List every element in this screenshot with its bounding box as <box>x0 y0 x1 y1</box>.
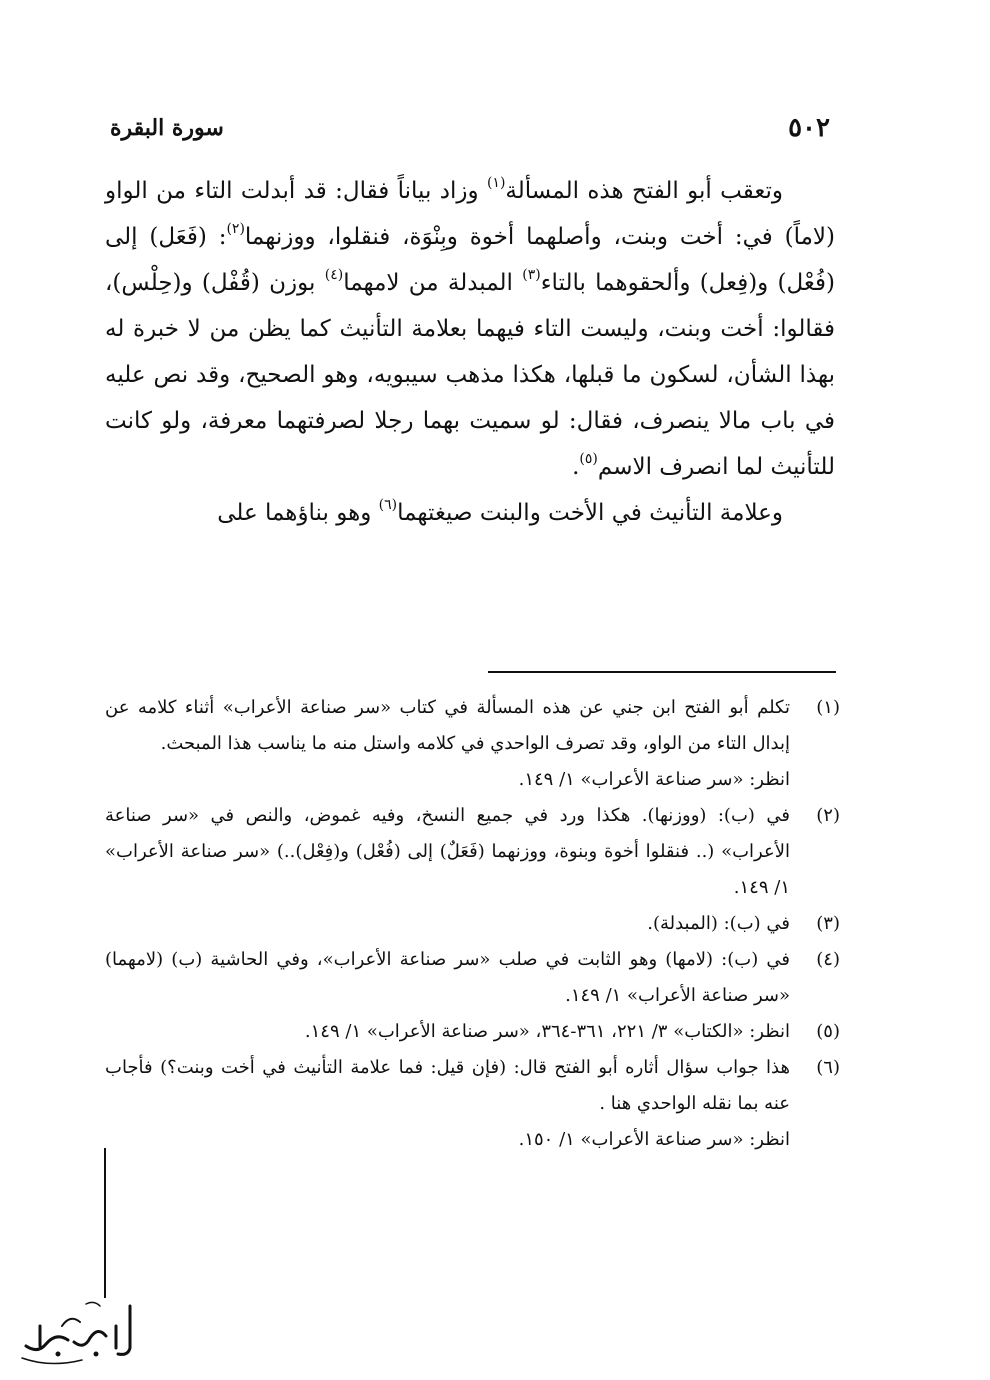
paragraph-1 <box>105 168 835 490</box>
footnote-ref-4: (٤) <box>324 267 344 283</box>
footnote-ref-5: (٥) <box>579 451 598 467</box>
footnote-line: في (ب): (لامها) وهو الثابت في صلب «سر صناعة الأعراب»، وفي الحاشية (ب) (لامهما) «سر صناعة الأعراب» ١/ ١٤٩. <box>105 949 790 1006</box>
footnote-line: في (ب): (ووزنها). هكذا ورد في جميع النسخ، وفيه غموض، والنص في «سر صناعة الأعراب» (.. فنقلوا أخوة وبنوة، ووزنهما (فَعَلٌ) إلى (فُعْل) و(فِعْل)..) «سر صناعة الأعراب» ١/ ١٤٩. <box>105 805 790 898</box>
footnote-line: تكلم أبو الفتح ابن جني عن هذه المسألة في كتاب «سر صناعة الأعراب» أثناء كلامه عن إبدال التاء من الواو، وقد تصرف الواحدي في كلامه واستل منه ما يناسب هذا المبحث. <box>105 697 790 754</box>
footnote-3 <box>105 906 840 942</box>
footnotes <box>105 690 840 1158</box>
footnote-ref-2: (٢) <box>226 221 245 237</box>
footnote-number: (٢) <box>816 805 840 826</box>
footnote-4 <box>105 942 840 1014</box>
footnote-number: (٥) <box>816 1021 840 1042</box>
footnote-line: هذا جواب سؤال أثاره أبو الفتح قال: (فإن قيل: فما علامة التأنيث في أخت وبنت؟) فأجاب عنه بما نقله الواحدي هنا . <box>105 1057 790 1114</box>
footnote-5 <box>105 1014 840 1050</box>
footnote-line: انظر: «سر صناعة الأعراب» ١/ ١٥٠. <box>518 1129 790 1150</box>
footnote-ref-6: (٦) <box>378 497 398 513</box>
footnote-line: في (ب): (المبدلة). <box>647 913 790 934</box>
text-run: : (فَعَل) إلى (فُعْل) و(فِعل) وألحقوهما بالتاء <box>105 224 835 296</box>
footnote-number: (٤) <box>816 949 840 970</box>
main-text <box>105 168 835 536</box>
text-run: المبدلة من لامهما <box>343 270 523 296</box>
footnote-separator <box>488 671 836 673</box>
text-run: وهو بناؤهما على <box>217 500 379 526</box>
margin-line <box>104 1148 106 1298</box>
page-header <box>110 108 830 148</box>
footnote-1 <box>105 690 840 798</box>
footnote-ref-3: (٣) <box>522 267 541 283</box>
text-run: بوزن (قُفْل) و(حِلْس)، فقالوا: أخت وبنت، وليست التاء فيهما بعلامة التأنيث كما يظن من لا خبرة له بهذا الشأن، لسكون ما قبلها، هكذا مذهب سيبويه، وهو الصحيح، وقد نص عليه في باب مالا ينصرف، فقال: لو سميت بهما رجلا لصرفتهما معرفة، ولو كانت للتأنيث لما انصرف الاسم <box>105 270 835 480</box>
page-number: ٥٠٢ <box>788 113 830 143</box>
footnote-6 <box>105 1050 840 1158</box>
publisher-logo <box>10 1296 142 1376</box>
text-run: وعلامة التأنيث في الأخت والبنت صيغتهما <box>397 500 783 526</box>
footnote-line: انظر: «الكتاب» ٣/ ٢٢١، ٣٦١-٣٦٤، «سر صناعة الأعراب» ١/ ١٤٩. <box>304 1021 790 1042</box>
footnote-ref-1: (١) <box>486 175 506 191</box>
footnote-number: (١) <box>816 697 840 718</box>
footnote-line: انظر: «سر صناعة الأعراب» ١/ ١٤٩. <box>518 769 790 790</box>
surah-title: سورة البقرة <box>110 115 224 141</box>
footnote-2 <box>105 798 840 906</box>
text-run: وتعقب أبو الفتح هذه المسألة <box>505 178 784 204</box>
footnote-number: (٣) <box>816 913 840 934</box>
text-run: وزاد بياناً فقال: قد أبدلت التاء من الواو (لاماً) في: أخت وبنت، وأصلهما أخوة وبِنْوَة، فنقلوا، ووزنهما <box>105 178 835 250</box>
paragraph-2 <box>105 490 835 536</box>
text-run: . <box>572 454 580 480</box>
footnote-number: (٦) <box>816 1057 840 1078</box>
